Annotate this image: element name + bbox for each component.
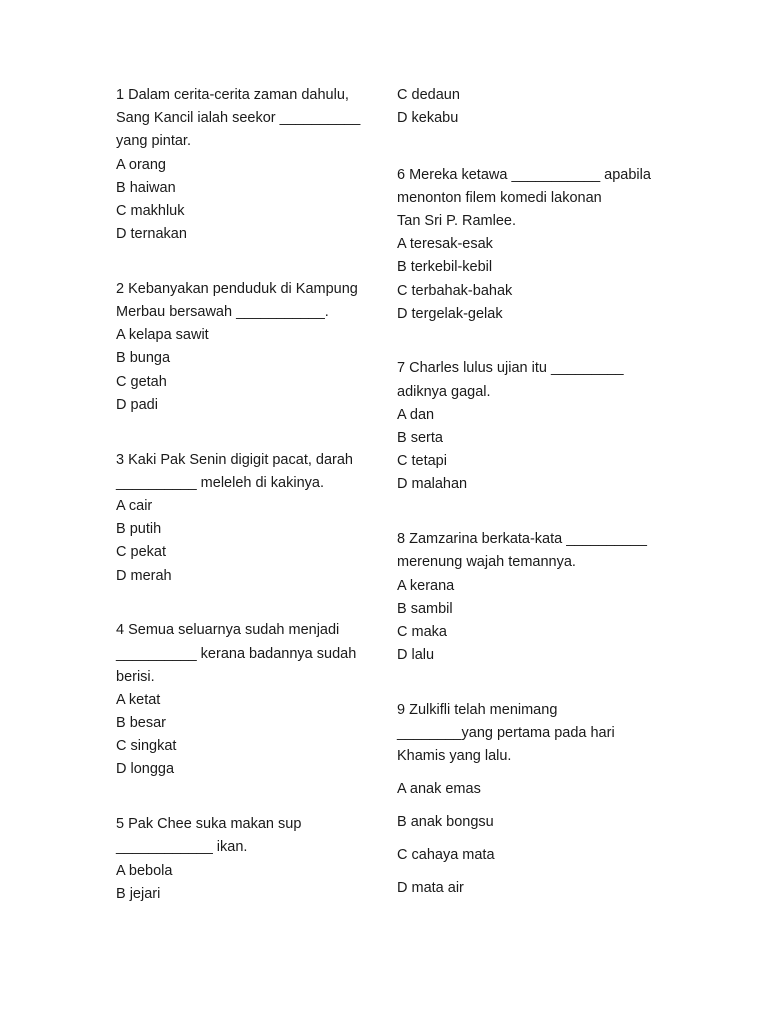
- option-d: D ternakan: [116, 226, 187, 243]
- option-d: D lalu: [397, 647, 435, 664]
- option-d: D kekabu: [397, 110, 459, 127]
- option-b: B putih: [116, 521, 162, 538]
- option-b: B bunga: [116, 350, 171, 367]
- option-c: C pekat: [116, 544, 166, 561]
- option-b: B terkebil-kebil: [397, 259, 493, 276]
- option-a: A ketat: [116, 691, 161, 708]
- question-text: adiknya gagal.: [397, 383, 491, 400]
- right-column: [397, 84, 677, 900]
- option-c: C terbahak-bahak: [397, 282, 513, 299]
- option-c: C cahaya mata: [397, 847, 495, 864]
- option-a: A anak emas: [397, 781, 481, 798]
- question-text: 1 Dalam cerita-cerita zaman dahulu,: [116, 87, 349, 103]
- question-text: merenung wajah temannya.: [397, 554, 576, 571]
- option-c: C getah: [116, 373, 167, 390]
- question-text: Merbau bersawah ___________.: [116, 304, 329, 321]
- question-5: [116, 813, 376, 906]
- question-text: 5 Pak Chee suka makan sup: [116, 816, 302, 833]
- option-a: A kerana: [397, 577, 455, 594]
- left-column: [116, 84, 376, 906]
- question-6: [397, 164, 677, 326]
- question-text: __________ meleleh di kakinya.: [116, 474, 324, 491]
- question-text: 6 Mereka ketawa ___________ apabila: [397, 166, 651, 183]
- option-d: D mata air: [397, 880, 464, 897]
- question-text: yang pintar.: [116, 133, 191, 150]
- option-b: B sambil: [397, 600, 453, 617]
- question-8: [397, 528, 677, 667]
- option-a: A orang: [116, 156, 166, 173]
- question-text: Tan Sri P. Ramlee.: [397, 212, 517, 229]
- question-text: __________ kerana badannya sudah: [116, 645, 357, 662]
- option-a: A bebola: [116, 862, 173, 879]
- question-text: berisi.: [116, 668, 155, 685]
- question-text: 8 Zamzarina berkata-kata __________: [397, 531, 647, 548]
- question-text: Sang Kancil ialah seekor __________: [116, 110, 361, 127]
- question-5-continued: [397, 84, 677, 130]
- option-b: B anak bongsu: [397, 814, 494, 831]
- question-2: [116, 278, 376, 417]
- question-text: ____________ ikan.: [116, 839, 248, 856]
- option-b: B serta: [397, 430, 443, 447]
- question-text: ________yang pertama pada hari: [397, 725, 615, 742]
- option-d: D merah: [116, 567, 172, 584]
- option-c: C maka: [397, 623, 447, 640]
- question-text: 4 Semua seluarnya sudah menjadi: [116, 622, 340, 639]
- option-a: A dan: [397, 406, 435, 423]
- question-text: 9 Zulkifli telah menimang: [397, 701, 558, 718]
- question-text: 3 Kaki Pak Senin digigit pacat, darah: [116, 451, 353, 468]
- option-a: A teresak-esak: [397, 236, 493, 253]
- option-a: A kelapa sawit: [116, 327, 209, 344]
- option-b: B besar: [116, 715, 166, 732]
- question-text: menonton filem komedi lakonan: [397, 189, 602, 206]
- option-d: D longga: [116, 761, 175, 778]
- option-c: C dedaun: [397, 87, 460, 103]
- option-c: C singkat: [116, 738, 177, 755]
- question-3: [116, 449, 376, 588]
- option-d: D tergelak-gelak: [397, 305, 503, 322]
- question-9: [397, 699, 677, 900]
- question-text: Khamis yang lalu.: [397, 748, 512, 765]
- question-4: [116, 619, 376, 781]
- option-c: C tetapi: [397, 453, 447, 470]
- question-7: [397, 357, 677, 496]
- option-c: C makhluk: [116, 202, 185, 219]
- option-d: D malahan: [397, 476, 468, 493]
- option-b: B jejari: [116, 885, 161, 902]
- option-a: A cair: [116, 498, 153, 514]
- question-1: [116, 84, 376, 246]
- question-text: 2 Kebanyakan penduduk di Kampung: [116, 280, 358, 297]
- option-d: D padi: [116, 396, 158, 413]
- option-b: B haiwan: [116, 179, 176, 196]
- question-text: 7 Charles lulus ujian itu _________: [397, 360, 624, 377]
